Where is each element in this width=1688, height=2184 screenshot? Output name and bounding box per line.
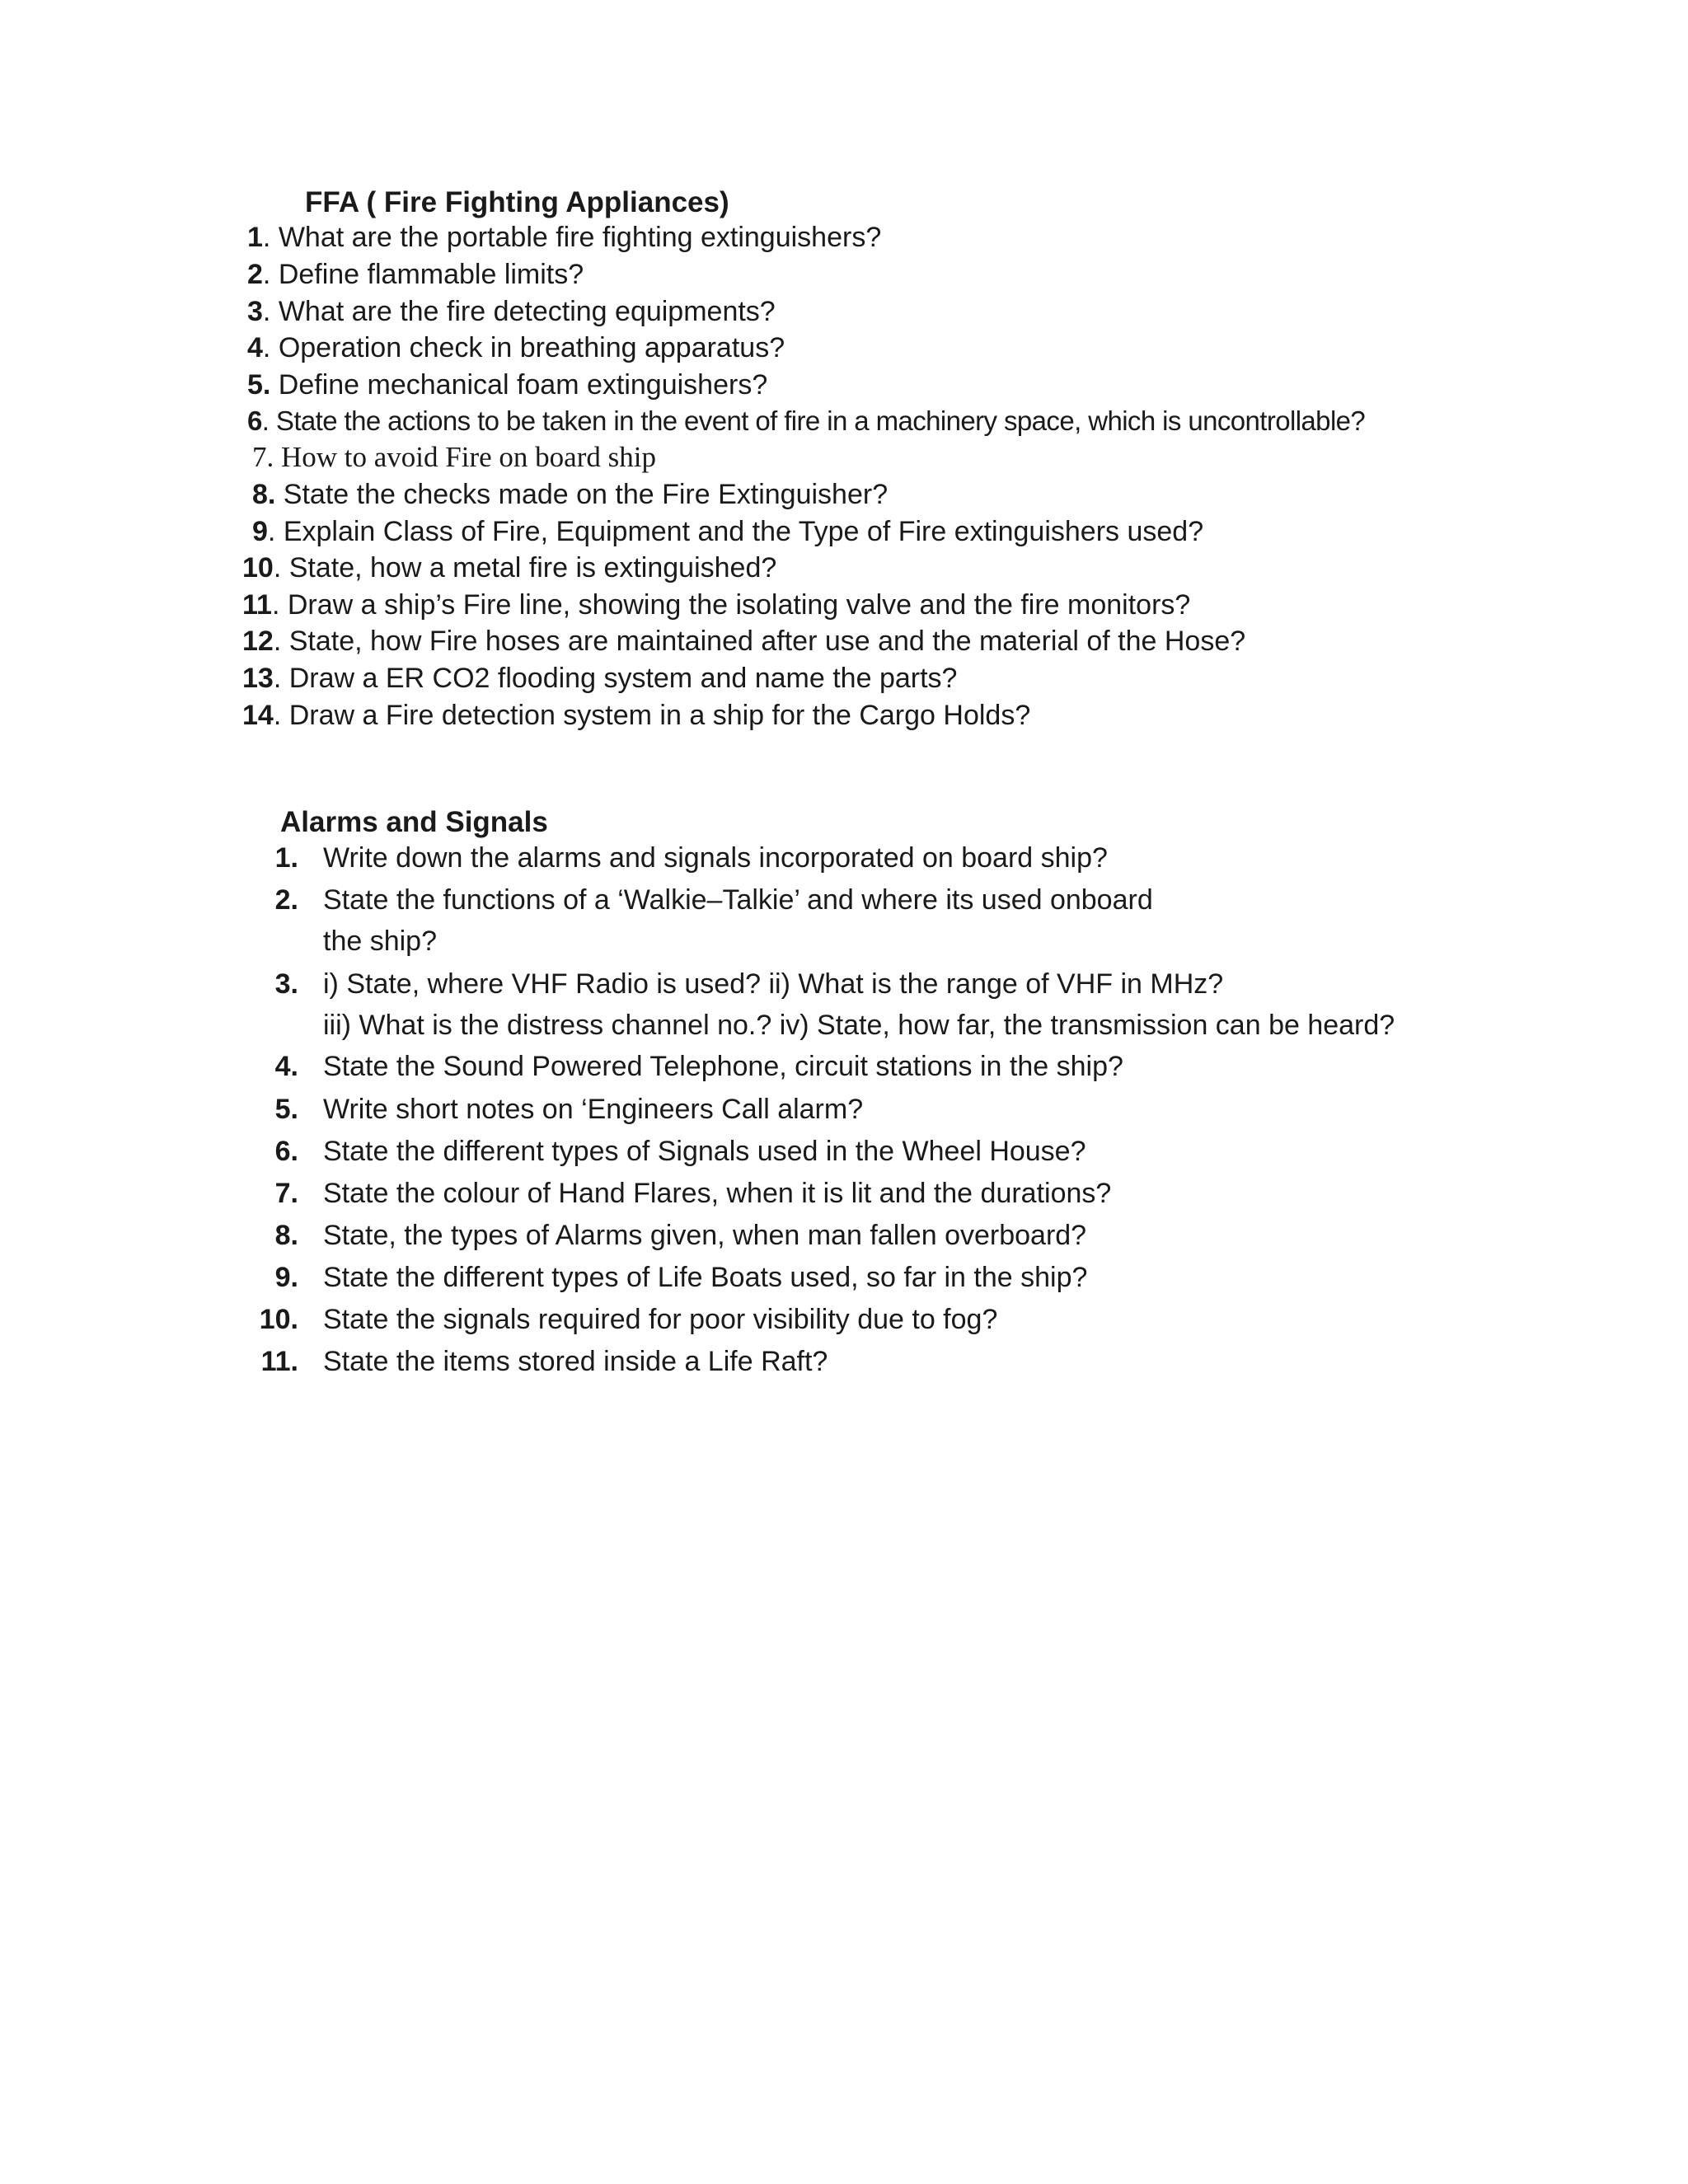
alarm-question-number: 5.	[274, 1094, 298, 1125]
ffa-question: 2. Define flammable limits?	[247, 259, 584, 290]
alarm-question-text: Write down the alarms and signals incorporated on board ship?	[323, 842, 1108, 874]
alarm-question-number: 10.	[259, 1304, 298, 1335]
alarm-question-text: State, the types of Alarms given, when man fallen overboard?	[323, 1220, 1087, 1251]
ffa-question: 5. Define mechanical foam extinguishers?	[247, 369, 768, 401]
ffa-question: 10. State, how a metal fire is extinguished?	[242, 552, 777, 583]
alarm-question-number: 2.	[274, 884, 298, 916]
alarm-question-text: State the signals required for poor visibility due to fog?	[323, 1304, 998, 1335]
alarm-question-text: State the different types of Life Boats used, so far in the ship?	[323, 1262, 1088, 1293]
ffa-question: 11. Draw a ship’s Fire line, showing the isolating valve and the fire monitors?	[242, 589, 1191, 621]
ffa-question: 14. Draw a Fire detection system in a ship for the Cargo Holds?	[242, 700, 1031, 731]
alarm-question-text: i) State, where VHF Radio is used? ii) What is the range of VHF in MHz?	[323, 968, 1224, 1000]
alarm-question-number: 8.	[274, 1220, 298, 1251]
ffa-question: 4. Operation check in breathing apparatus?	[247, 332, 785, 363]
ffa-question: 7. How to avoid Fire on board ship	[252, 441, 656, 473]
alarm-question-text: Write short notes on ‘Engineers Call alarm?	[323, 1094, 864, 1125]
alarm-question-text: the ship?	[323, 926, 437, 957]
ffa-question: 6. State the actions to be taken in the event of fire in a machinery space, which is uncontrollable?	[247, 405, 1366, 436]
section-title-alarms: Alarms and Signals	[280, 806, 548, 838]
alarm-question-text: State the Sound Powered Telephone, circuit stations in the ship?	[323, 1051, 1123, 1082]
ffa-question: 13. Draw a ER CO2 flooding system and name the parts?	[242, 663, 958, 694]
alarm-question-number: 7.	[274, 1178, 298, 1209]
alarm-question-text: State the items stored inside a Life Raft?	[323, 1346, 828, 1377]
ffa-question: 9. Explain Class of Fire, Equipment and the Type of Fire extinguishers used?	[252, 516, 1204, 547]
section-title-ffa: FFA ( Fire Fighting Appliances)	[305, 186, 729, 218]
alarm-question-number: 6.	[274, 1136, 298, 1167]
alarm-question-text: iii) What is the distress channel no.? iv) State, how far, the transmission can be heard?	[323, 1010, 1395, 1041]
alarm-question-number: 11.	[260, 1346, 298, 1377]
ffa-question: 8. State the checks made on the Fire Extinguisher?	[252, 479, 889, 510]
alarm-question-text: State the different types of Signals used in the Wheel House?	[323, 1136, 1086, 1167]
ffa-question: 12. State, how Fire hoses are maintained after use and the material of the Hose?	[242, 626, 1246, 657]
alarm-question-number: 1.	[274, 842, 298, 874]
alarm-question-text: State the colour of Hand Flares, when it is lit and the durations?	[323, 1178, 1112, 1209]
alarm-question-text: State the functions of a ‘Walkie–Talkie’ and where its used onboard	[323, 884, 1153, 916]
alarm-question-number: 3.	[274, 968, 298, 1000]
alarm-question-number: 9.	[274, 1262, 298, 1293]
ffa-question: 1. What are the portable fire fighting extinguishers?	[247, 222, 882, 253]
ffa-question: 3. What are the fire detecting equipments?	[247, 296, 776, 327]
alarm-question-number: 4.	[274, 1051, 298, 1082]
